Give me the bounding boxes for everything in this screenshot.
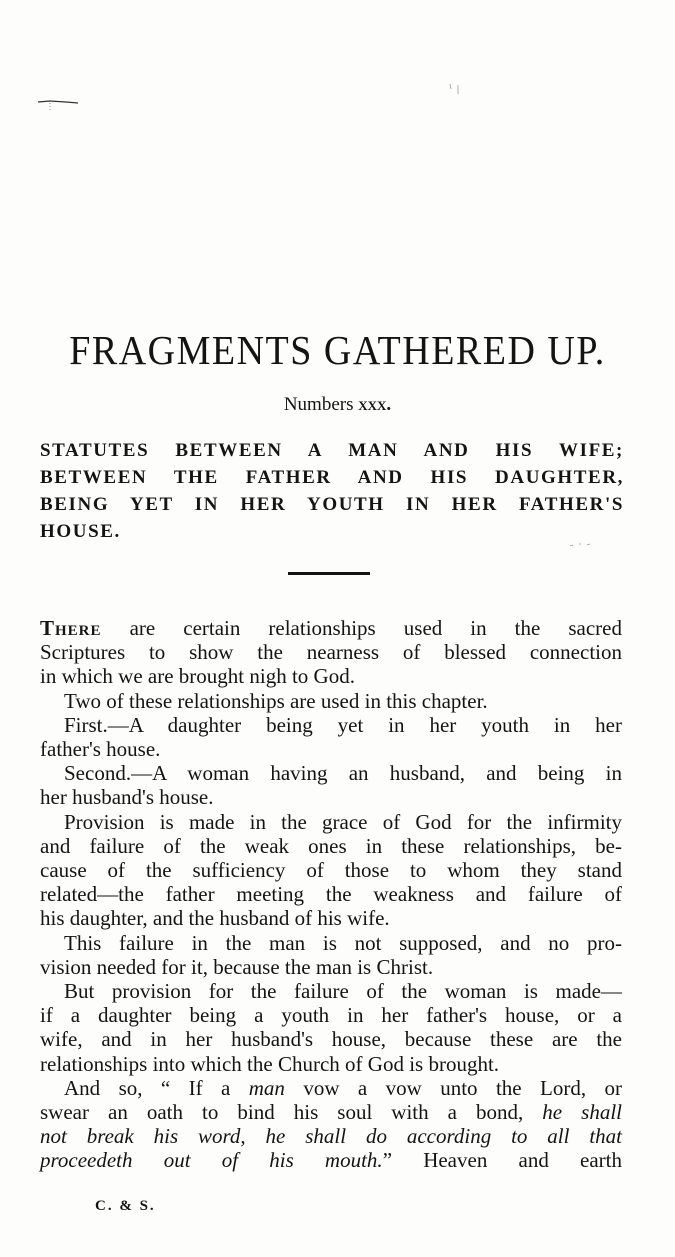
text-line: Scriptures to show the nearness of blessed connection (40, 640, 622, 665)
text-line: Second.—A woman having an husband, and being in (64, 761, 622, 786)
text-line: wife, and in her husband's house, because these are the (40, 1027, 622, 1052)
text-line: cause of the sufficiency of those to whom they stand (40, 858, 622, 883)
statute-line: HOUSE. (40, 521, 121, 542)
statute-line: BEING YET IN HER YOUTH IN HER FATHER'S (40, 494, 624, 515)
text-line: vision needed for it, because the man is Christ. (40, 954, 434, 979)
drop-word: There (40, 616, 102, 640)
text-line: First.—A daughter being yet in her youth in her (64, 712, 622, 737)
text-line: This failure in the man is not supposed, and no pro- (64, 930, 622, 955)
text-line: if a daughter being a youth in her father's house, or a (40, 1003, 622, 1028)
statute-heading (40, 437, 624, 545)
text-line: relationships into which the Church of God is brought. (40, 1051, 500, 1076)
statute-line: STATUTES BETWEEN A MAN AND HIS WIFE; (40, 440, 624, 461)
chapter-number: xxx. (358, 394, 392, 415)
scan-mark-left (36, 99, 80, 113)
text-line: father's house. (40, 737, 161, 762)
text-line: And so, “ If a man vow a vow unto the Lord, or (64, 1075, 622, 1100)
text-line: related—the father meeting the weakness and failure of (40, 882, 622, 907)
text-line: But provision for the failure of the woman is made— (64, 979, 622, 1004)
section-divider (288, 572, 370, 575)
text-line: swear an oath to bind his soul with a bond, he shall (40, 1100, 622, 1125)
signature-mark: C. & S. (95, 1198, 156, 1214)
chapter-reference (0, 394, 675, 416)
text-line: his daughter, and the husband of his wife. (40, 906, 390, 931)
text-line: her husband's house. (40, 785, 214, 810)
text-line: in which we are brought nigh to God. (40, 664, 355, 689)
statute-line: BETWEEN THE FATHER AND HIS DAUGHTER, (40, 467, 624, 488)
text-line: and failure of the weak ones in these relationships, be- (40, 833, 622, 858)
scan-mark-right (446, 80, 466, 100)
text-line: There are certain relationships used in the sacred (40, 616, 622, 640)
chapter-book: Numbers (283, 394, 354, 415)
body-text (40, 616, 622, 1173)
text-line: proceedeth out of his mouth.” Heaven and earth (40, 1148, 622, 1173)
scan-mark-mid (567, 540, 597, 550)
text-line: Two of these relationships are used in this chapter. (64, 688, 488, 713)
text-line: Provision is made in the grace of God for the infirmity (64, 809, 622, 834)
page-title: FRAGMENTS GATHERED UP. (69, 328, 606, 374)
text-line: not break his word, he shall do according to all that (40, 1124, 622, 1149)
